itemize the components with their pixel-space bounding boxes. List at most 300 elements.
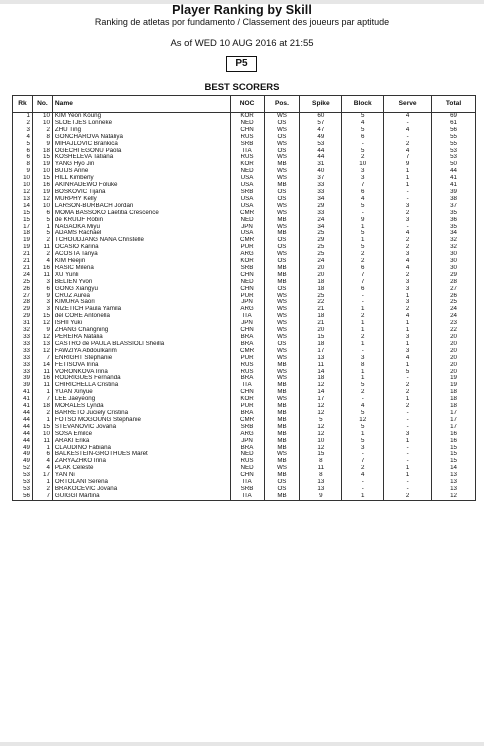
cell-noc: ITA (230, 479, 264, 486)
cell-number: 15 (32, 154, 52, 161)
table-row (13, 410, 476, 417)
cell-position: WS (264, 251, 300, 258)
cell-noc: ITA (230, 382, 264, 389)
table-row (13, 154, 476, 161)
cell-spike: 12 (300, 382, 342, 389)
table-row (13, 251, 476, 258)
cell-name: MOMA BASSOKO Laetitia Crescence (52, 210, 230, 217)
cell-block: 5 (342, 113, 384, 120)
cell-block: 6 (342, 286, 384, 293)
cell-serve: 2 (384, 382, 432, 389)
cell-rank: 10 (13, 175, 33, 182)
table-row (13, 230, 476, 237)
cell-block: 5 (342, 424, 384, 431)
cell-position: OS (264, 286, 300, 293)
cell-total: 30 (432, 265, 476, 272)
cell-rank: 3 (13, 127, 33, 134)
cell-name: RASIC Milena (52, 265, 230, 272)
cell-spike: 10 (300, 438, 342, 445)
cell-total: 69 (432, 113, 476, 120)
cell-block: 5 (342, 230, 384, 237)
cell-spike: 12 (300, 424, 342, 431)
cell-name: MIHAJLOVIC Brankica (52, 141, 230, 148)
cell-total: 53 (432, 154, 476, 161)
cell-name: XU Yunli (52, 272, 230, 279)
cell-noc: KOR (230, 113, 264, 120)
cell-position: WS (264, 327, 300, 334)
cell-name: ZARYAZHKO Irina (52, 458, 230, 465)
cell-name: STEVANOVIC Jovana (52, 424, 230, 431)
cell-number: 2 (32, 251, 52, 258)
table-row (13, 189, 476, 196)
cell-name: GONG Xiangyu (52, 286, 230, 293)
cell-spike: 13 (300, 479, 342, 486)
table-row (13, 134, 476, 141)
cell-position: MB (264, 272, 300, 279)
cell-noc: USA (230, 182, 264, 189)
cell-number: 3 (32, 279, 52, 286)
cell-position: MB (264, 472, 300, 479)
cell-position: WS (264, 299, 300, 306)
cell-block: 1 (342, 375, 384, 382)
cell-total: 20 (432, 369, 476, 376)
cell-block: - (342, 479, 384, 486)
cell-rank: 33 (13, 341, 33, 348)
cell-block: 5 (342, 148, 384, 155)
cell-noc: NED (230, 120, 264, 127)
cell-rank: 33 (13, 362, 33, 369)
cell-rank: 44 (13, 431, 33, 438)
cell-rank: 33 (13, 355, 33, 362)
cell-number: 6 (32, 451, 52, 458)
table-row (13, 320, 476, 327)
cell-name: SOSA Emilce (52, 431, 230, 438)
cell-serve: - (384, 424, 432, 431)
table-row (13, 306, 476, 313)
cell-noc: RUS (230, 154, 264, 161)
cell-noc: BRA (230, 445, 264, 452)
cell-rank: 14 (13, 203, 33, 210)
cell-number: 1 (32, 389, 52, 396)
cell-number: 18 (32, 148, 52, 155)
cell-block: 7 (342, 272, 384, 279)
cell-serve: 2 (384, 272, 432, 279)
page-bottom-border (0, 742, 484, 746)
cell-position: MB (264, 161, 300, 168)
cell-serve: 3 (384, 334, 432, 341)
table-row (13, 486, 476, 493)
cell-serve: 4 (384, 355, 432, 362)
cell-name: BARRETO Juciely Cristina (52, 410, 230, 417)
cell-rank: 44 (13, 410, 33, 417)
cell-noc: JPN (230, 438, 264, 445)
cell-serve: - (384, 479, 432, 486)
table-row (13, 403, 476, 410)
cell-name: PLAK Celeste (52, 465, 230, 472)
cell-number: 3 (32, 299, 52, 306)
cell-rank: 9 (13, 168, 33, 175)
cell-total: 36 (432, 217, 476, 224)
cell-total: 27 (432, 286, 476, 293)
cell-number: 15 (32, 424, 52, 431)
cell-name: NIZETICH Paula Yamila (52, 306, 230, 313)
cell-block: 5 (342, 127, 384, 134)
cell-spike: 18 (300, 313, 342, 320)
cell-block: 3 (342, 445, 384, 452)
cell-rank: 13 (13, 196, 33, 203)
cell-rank: 4 (13, 134, 33, 141)
cell-spike: 15 (300, 451, 342, 458)
cell-noc: JPN (230, 320, 264, 327)
cell-total: 20 (432, 355, 476, 362)
table-row (13, 424, 476, 431)
table-row (13, 113, 476, 120)
cell-total: 29 (432, 272, 476, 279)
cell-serve: 9 (384, 161, 432, 168)
cell-spike: 29 (300, 237, 342, 244)
table-row (13, 141, 476, 148)
cell-name: KIM Heejin (52, 258, 230, 265)
cell-total: 17 (432, 424, 476, 431)
cell-rank: 15 (13, 210, 33, 217)
cell-number: 5 (32, 217, 52, 224)
cell-rank: 41 (13, 396, 33, 403)
cell-position: MB (264, 417, 300, 424)
cell-noc: CMR (230, 417, 264, 424)
cell-rank: 5 (13, 141, 33, 148)
cell-number: 4 (32, 258, 52, 265)
cell-block: 1 (342, 224, 384, 231)
col-header-rank: Rk (13, 96, 33, 113)
cell-serve: - (384, 120, 432, 127)
cell-number: 16 (32, 182, 52, 189)
cell-spike: 21 (300, 306, 342, 313)
cell-rank: 25 (13, 279, 33, 286)
cell-total: 14 (432, 465, 476, 472)
table-row (13, 286, 476, 293)
cell-noc: BRA (230, 375, 264, 382)
cell-block: 4 (342, 196, 384, 203)
cell-position: MB (264, 217, 300, 224)
cell-rank: 29 (13, 313, 33, 320)
table-row (13, 168, 476, 175)
cell-spike: 12 (300, 445, 342, 452)
cell-rank: 10 (13, 182, 33, 189)
cell-number: 10 (32, 120, 52, 127)
cell-rank: 1 (13, 113, 33, 120)
cell-total: 26 (432, 293, 476, 300)
cell-noc: CMR (230, 210, 264, 217)
cell-block: 1 (342, 369, 384, 376)
cell-name: BELIEN Yvon (52, 279, 230, 286)
cell-number: 4 (32, 465, 52, 472)
cell-serve: 1 (384, 341, 432, 348)
cell-total: 20 (432, 362, 476, 369)
cell-position: WS (264, 224, 300, 231)
cell-total: 17 (432, 410, 476, 417)
cell-spike: 53 (300, 141, 342, 148)
table-row (13, 369, 476, 376)
cell-serve: - (384, 224, 432, 231)
cell-spike: 60 (300, 113, 342, 120)
cell-name: GONCHAROVA Nataliya (52, 134, 230, 141)
cell-serve: 4 (384, 258, 432, 265)
col-header-spike: Spike (300, 96, 342, 113)
cell-total: 17 (432, 417, 476, 424)
cell-spike: 15 (300, 334, 342, 341)
cell-position: OS (264, 237, 300, 244)
cell-position: MB (264, 230, 300, 237)
cell-block: 4 (342, 472, 384, 479)
cell-block: 5 (342, 244, 384, 251)
cell-noc: USA (230, 230, 264, 237)
pool-badge: P5 (226, 56, 257, 72)
cell-name: SLOETJES Lonneke (52, 120, 230, 127)
page-subtitle: Ranking de atletas por fundamento / Classement des joueurs par aptitude (94, 17, 390, 27)
cell-name: CLAUDINO Fabiana (52, 445, 230, 452)
cell-name: BOSKOVIC Tijana (52, 189, 230, 196)
cell-position: WS (264, 210, 300, 217)
cell-rank: 17 (13, 224, 33, 231)
table-row (13, 313, 476, 320)
cell-noc: CMR (230, 237, 264, 244)
cell-noc: CHN (230, 327, 264, 334)
cell-total: 22 (432, 327, 476, 334)
cell-rank: 32 (13, 327, 33, 334)
cell-position: OS (264, 120, 300, 127)
cell-rank: 21 (13, 265, 33, 272)
cell-name: OGECHI EGONU Paola (52, 148, 230, 155)
cell-block: 1 (342, 431, 384, 438)
cell-name: ACOSTA Tanya (52, 251, 230, 258)
cell-number: 7 (32, 396, 52, 403)
cell-serve: 1 (384, 327, 432, 334)
table-row (13, 458, 476, 465)
table-row (13, 127, 476, 134)
cell-total: 20 (432, 348, 476, 355)
cell-serve: 2 (384, 141, 432, 148)
cell-position: WS (264, 141, 300, 148)
cell-position: MB (264, 458, 300, 465)
table-row (13, 217, 476, 224)
cell-name: CRUZ Aurea (52, 293, 230, 300)
cell-spike: 34 (300, 224, 342, 231)
cell-name: del CORE Antonella (52, 313, 230, 320)
cell-total: 12 (432, 493, 476, 500)
cell-block: - (342, 486, 384, 493)
cell-block: 2 (342, 154, 384, 161)
col-header-position: Pos. (264, 96, 300, 113)
cell-position: WS (264, 375, 300, 382)
cell-serve: 1 (384, 465, 432, 472)
cell-noc: JPN (230, 224, 264, 231)
cell-position: MB (264, 265, 300, 272)
cell-position: OS (264, 486, 300, 493)
table-row (13, 224, 476, 231)
cell-serve: 3 (384, 348, 432, 355)
table-row (13, 355, 476, 362)
cell-block: 7 (342, 458, 384, 465)
cell-name: MORALES Lynda (52, 403, 230, 410)
cell-spike: 12 (300, 410, 342, 417)
cell-rank: 19 (13, 244, 33, 251)
cell-name: RODRIGUES Fernanda (52, 375, 230, 382)
table-row (13, 375, 476, 382)
cell-serve: - (384, 451, 432, 458)
cell-total: 28 (432, 279, 476, 286)
cell-spike: 5 (300, 417, 342, 424)
cell-position: OS (264, 196, 300, 203)
cell-spike: 14 (300, 369, 342, 376)
cell-noc: ARG (230, 431, 264, 438)
cell-name: NAGAOKA Miyu (52, 224, 230, 231)
cell-serve: 3 (384, 431, 432, 438)
cell-total: 56 (432, 127, 476, 134)
cell-number: 14 (32, 362, 52, 369)
cell-name: FOTSO MOGOUNG Stephanie (52, 417, 230, 424)
table-row (13, 389, 476, 396)
cell-number: 1 (32, 224, 52, 231)
cell-number: 10 (32, 113, 52, 120)
cell-block: 7 (342, 182, 384, 189)
cell-block: 1 (342, 306, 384, 313)
cell-rank: 8 (13, 161, 33, 168)
cell-rank: 39 (13, 382, 33, 389)
cell-noc: NED (230, 465, 264, 472)
cell-total: 44 (432, 168, 476, 175)
cell-serve: 1 (384, 472, 432, 479)
cell-noc: ARG (230, 251, 264, 258)
cell-noc: USA (230, 203, 264, 210)
cell-total: 35 (432, 210, 476, 217)
cell-total: 38 (432, 196, 476, 203)
cell-position: OS (264, 189, 300, 196)
cell-name: de KRUIJF Robin (52, 217, 230, 224)
cell-spike: 18 (300, 375, 342, 382)
table-row (13, 120, 476, 127)
cell-serve: 1 (384, 168, 432, 175)
cell-total: 19 (432, 375, 476, 382)
cell-noc: RUS (230, 362, 264, 369)
cell-spike: 11 (300, 465, 342, 472)
cell-number: 10 (32, 168, 52, 175)
cell-serve: 1 (384, 320, 432, 327)
cell-spike: 8 (300, 458, 342, 465)
cell-serve: - (384, 134, 432, 141)
cell-serve: 1 (384, 362, 432, 369)
cell-rank: 33 (13, 334, 33, 341)
cell-block: 10 (342, 161, 384, 168)
table-row (13, 396, 476, 403)
cell-noc: ITA (230, 148, 264, 155)
col-header-total: Total (432, 96, 476, 113)
cell-serve: 5 (384, 369, 432, 376)
cell-position: WS (264, 465, 300, 472)
cell-rank: 41 (13, 403, 33, 410)
table-row (13, 279, 476, 286)
cell-number: 19 (32, 189, 52, 196)
cell-position: WS (264, 154, 300, 161)
cell-number: 11 (32, 272, 52, 279)
cell-rank: 49 (13, 445, 33, 452)
cell-number: 11 (32, 369, 52, 376)
cell-name: AKINRADEWO Foluke (52, 182, 230, 189)
cell-noc: CHN (230, 127, 264, 134)
cell-total: 30 (432, 258, 476, 265)
cell-name: ENRIGHT Stephanie (52, 355, 230, 362)
cell-total: 13 (432, 479, 476, 486)
cell-rank: 28 (13, 299, 33, 306)
cell-total: 53 (432, 148, 476, 155)
cell-number: 4 (32, 458, 52, 465)
cell-block: 2 (342, 465, 384, 472)
cell-total: 50 (432, 161, 476, 168)
cell-position: OS (264, 134, 300, 141)
cell-number: 16 (32, 375, 52, 382)
table-row (13, 445, 476, 452)
cell-total: 41 (432, 182, 476, 189)
cell-total: 23 (432, 320, 476, 327)
cell-rank: 18 (13, 230, 33, 237)
table-row (13, 258, 476, 265)
cell-spike: 18 (300, 286, 342, 293)
cell-number: 2 (32, 486, 52, 493)
cell-serve: 1 (384, 175, 432, 182)
table-row (13, 348, 476, 355)
cell-noc: PUR (230, 293, 264, 300)
table-row (13, 382, 476, 389)
cell-total: 32 (432, 244, 476, 251)
cell-noc: NED (230, 451, 264, 458)
col-header-serve: Serve (384, 96, 432, 113)
cell-rank: 53 (13, 479, 33, 486)
cell-serve: - (384, 196, 432, 203)
cell-position: WS (264, 168, 300, 175)
cell-block: - (342, 451, 384, 458)
cell-name: ZHU Ting (52, 127, 230, 134)
cell-serve: 4 (384, 148, 432, 155)
table-row (13, 175, 476, 182)
cell-total: 15 (432, 458, 476, 465)
col-header-number: No. (32, 96, 52, 113)
cell-serve: 4 (384, 313, 432, 320)
cell-position: WS (264, 320, 300, 327)
cell-spike: 29 (300, 203, 342, 210)
cell-rank: 26 (13, 286, 33, 293)
cell-total: 34 (432, 230, 476, 237)
cell-block: 8 (342, 362, 384, 369)
cell-position: WS (264, 369, 300, 376)
cell-spike: 44 (300, 154, 342, 161)
cell-block: 6 (342, 134, 384, 141)
cell-noc: NED (230, 168, 264, 175)
cell-rank: 19 (13, 237, 33, 244)
cell-total: 61 (432, 120, 476, 127)
cell-rank: 29 (13, 306, 33, 313)
cell-noc: BRA (230, 341, 264, 348)
cell-block: - (342, 210, 384, 217)
cell-position: MB (264, 431, 300, 438)
cell-position: WS (264, 313, 300, 320)
ranking-table-body (13, 113, 476, 501)
cell-block: 5 (342, 382, 384, 389)
cell-noc: RUS (230, 458, 264, 465)
cell-rank: 41 (13, 389, 33, 396)
table-row (13, 299, 476, 306)
table-row (13, 272, 476, 279)
table-row (13, 244, 476, 251)
cell-noc: CMR (230, 348, 264, 355)
